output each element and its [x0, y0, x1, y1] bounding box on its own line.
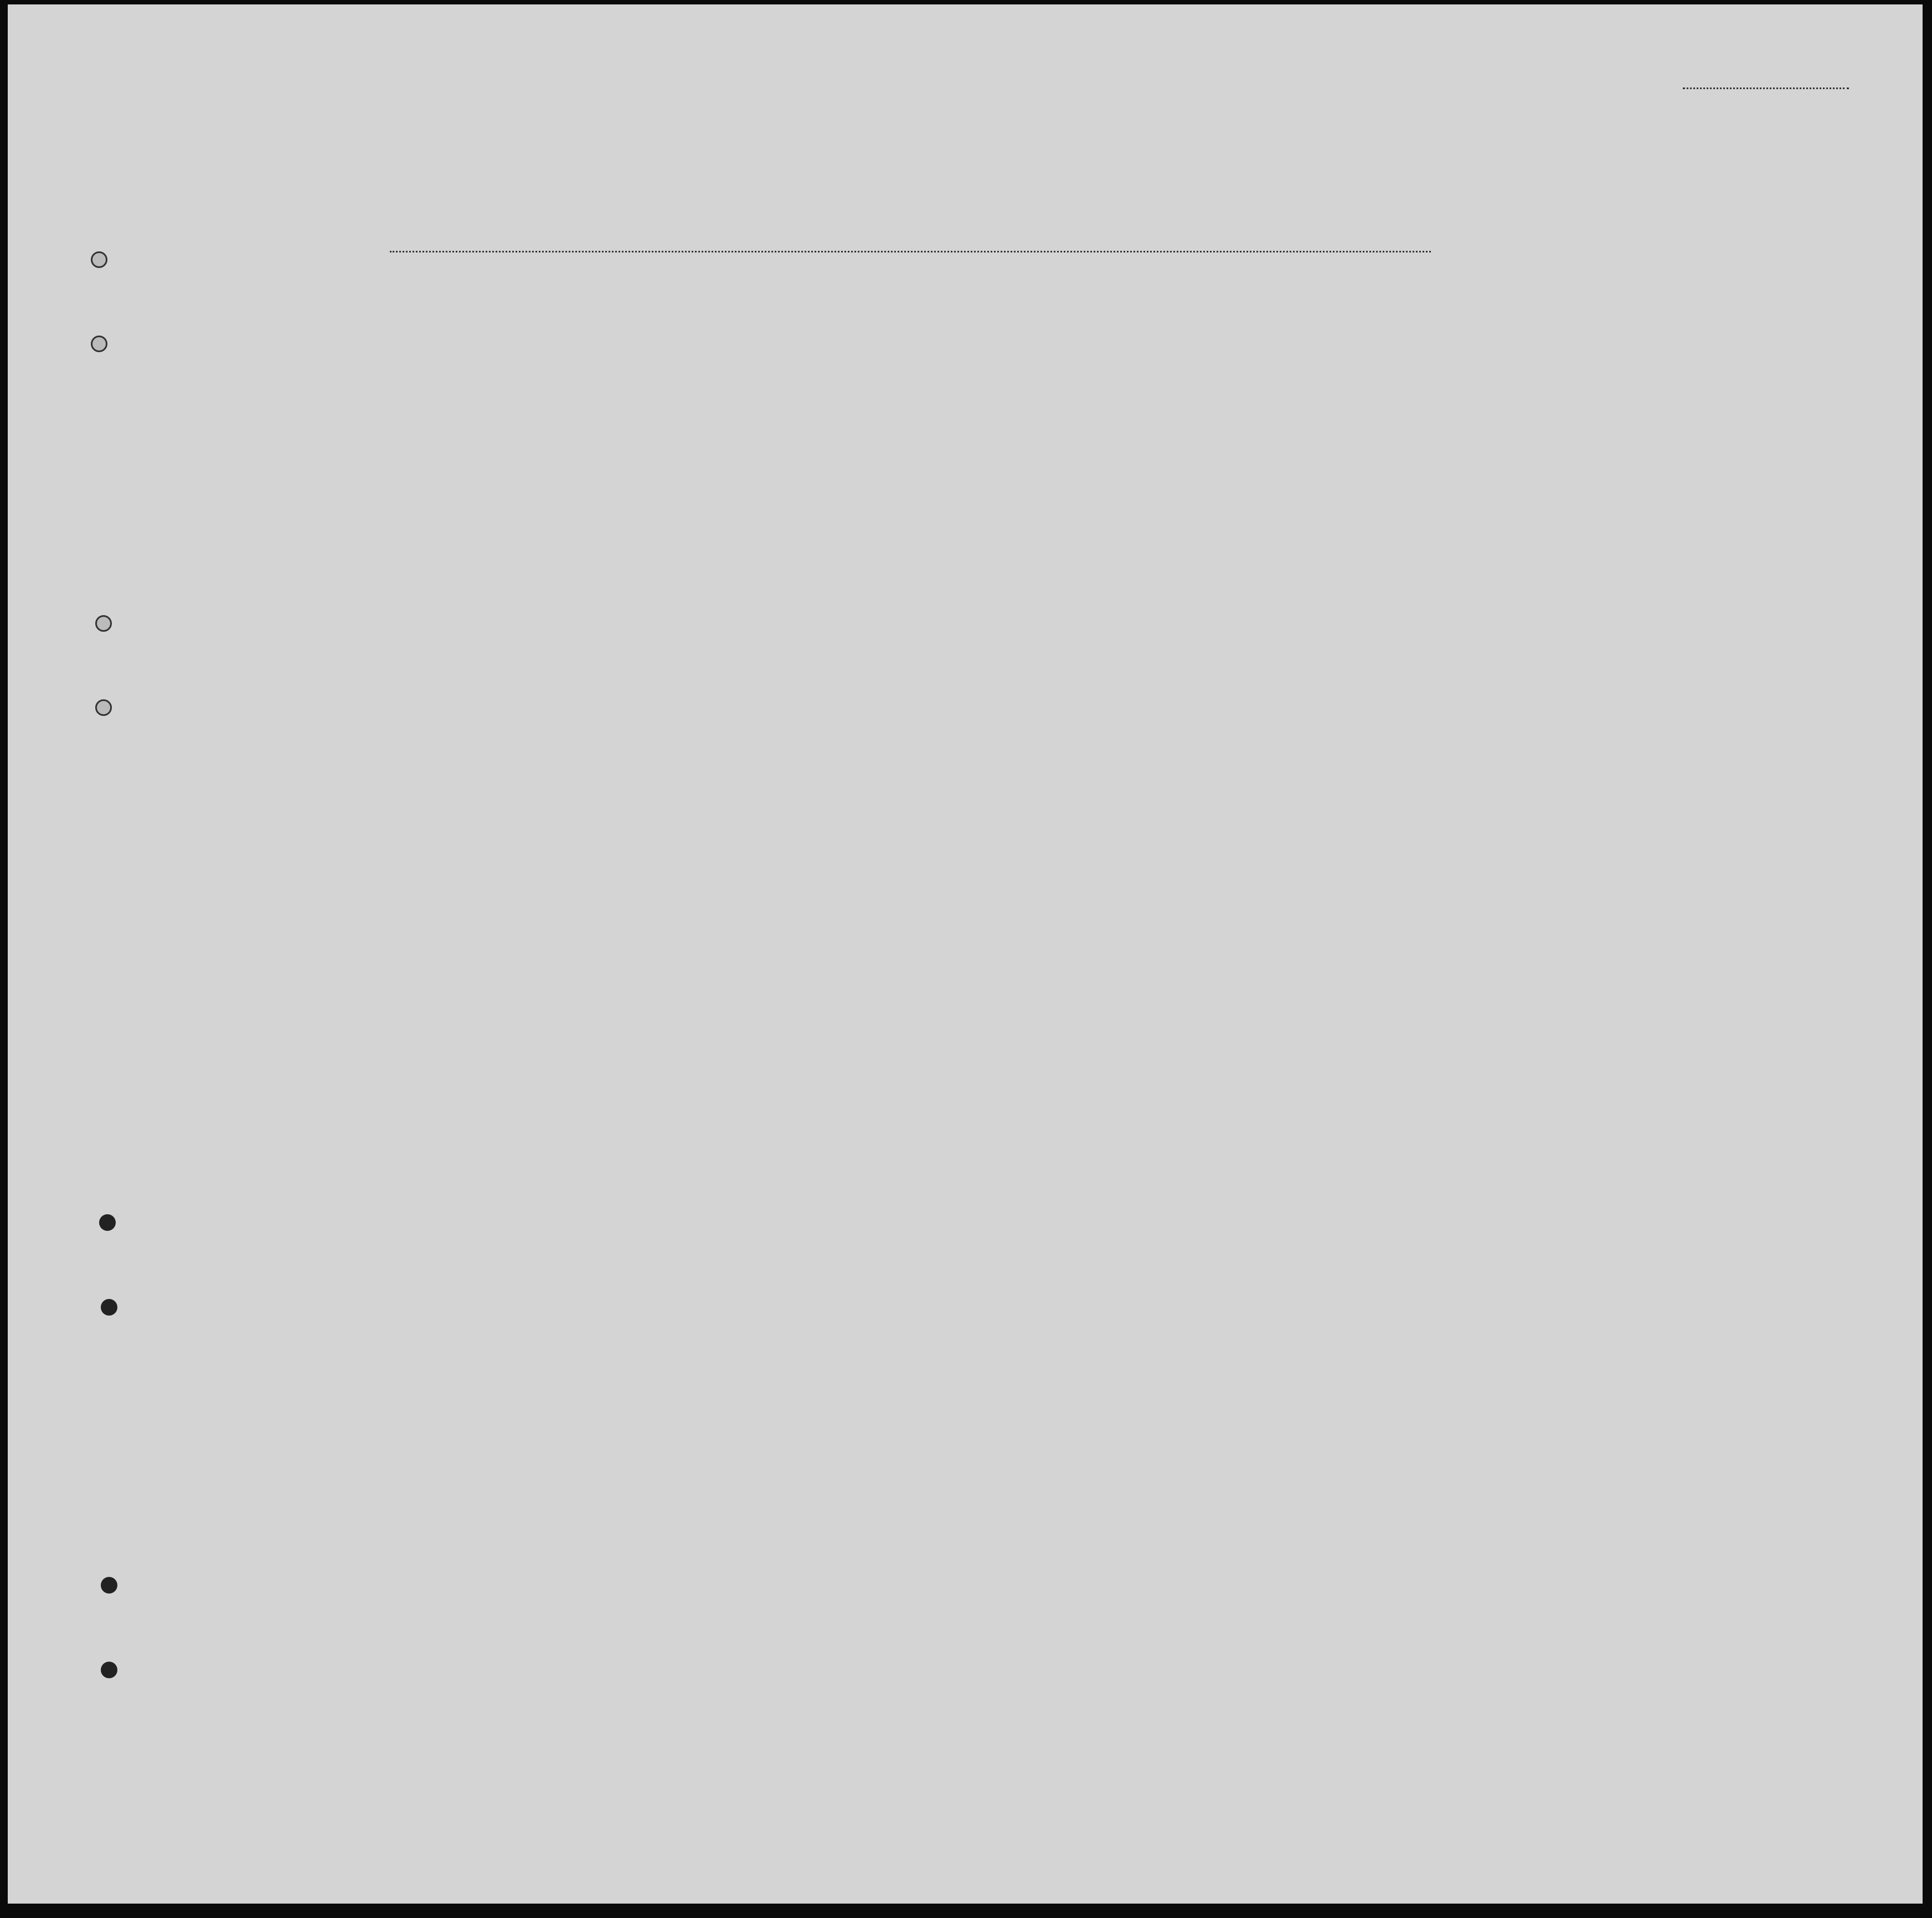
header-c26: [1165, 320, 1182, 447]
header-c22: [1009, 320, 1023, 447]
binder-hole: [101, 1662, 117, 1678]
binder-hole: [91, 336, 107, 352]
header-c29-inches: [1367, 375, 1381, 447]
header-c23: [1034, 320, 1048, 447]
binder-hole: [95, 699, 112, 716]
header-c20c: [908, 334, 935, 447]
binder-hole: [95, 615, 112, 632]
header-c24: [1053, 320, 1100, 447]
binder-hole: [91, 251, 107, 268]
binder-hole: [101, 1577, 117, 1594]
manifest-sheet: [8, 4, 1923, 1904]
header-c21: [963, 320, 996, 447]
header-c25: [1110, 320, 1135, 447]
binder-hole: [101, 1299, 117, 1316]
header-c20b: [863, 334, 897, 447]
header-c29-feet: [1347, 375, 1361, 447]
binder-hole: [99, 1214, 116, 1231]
header-c17: [322, 317, 344, 447]
header-c15: [182, 317, 198, 447]
table-grid: [8, 4, 1923, 1904]
header-c20a: [816, 334, 855, 447]
